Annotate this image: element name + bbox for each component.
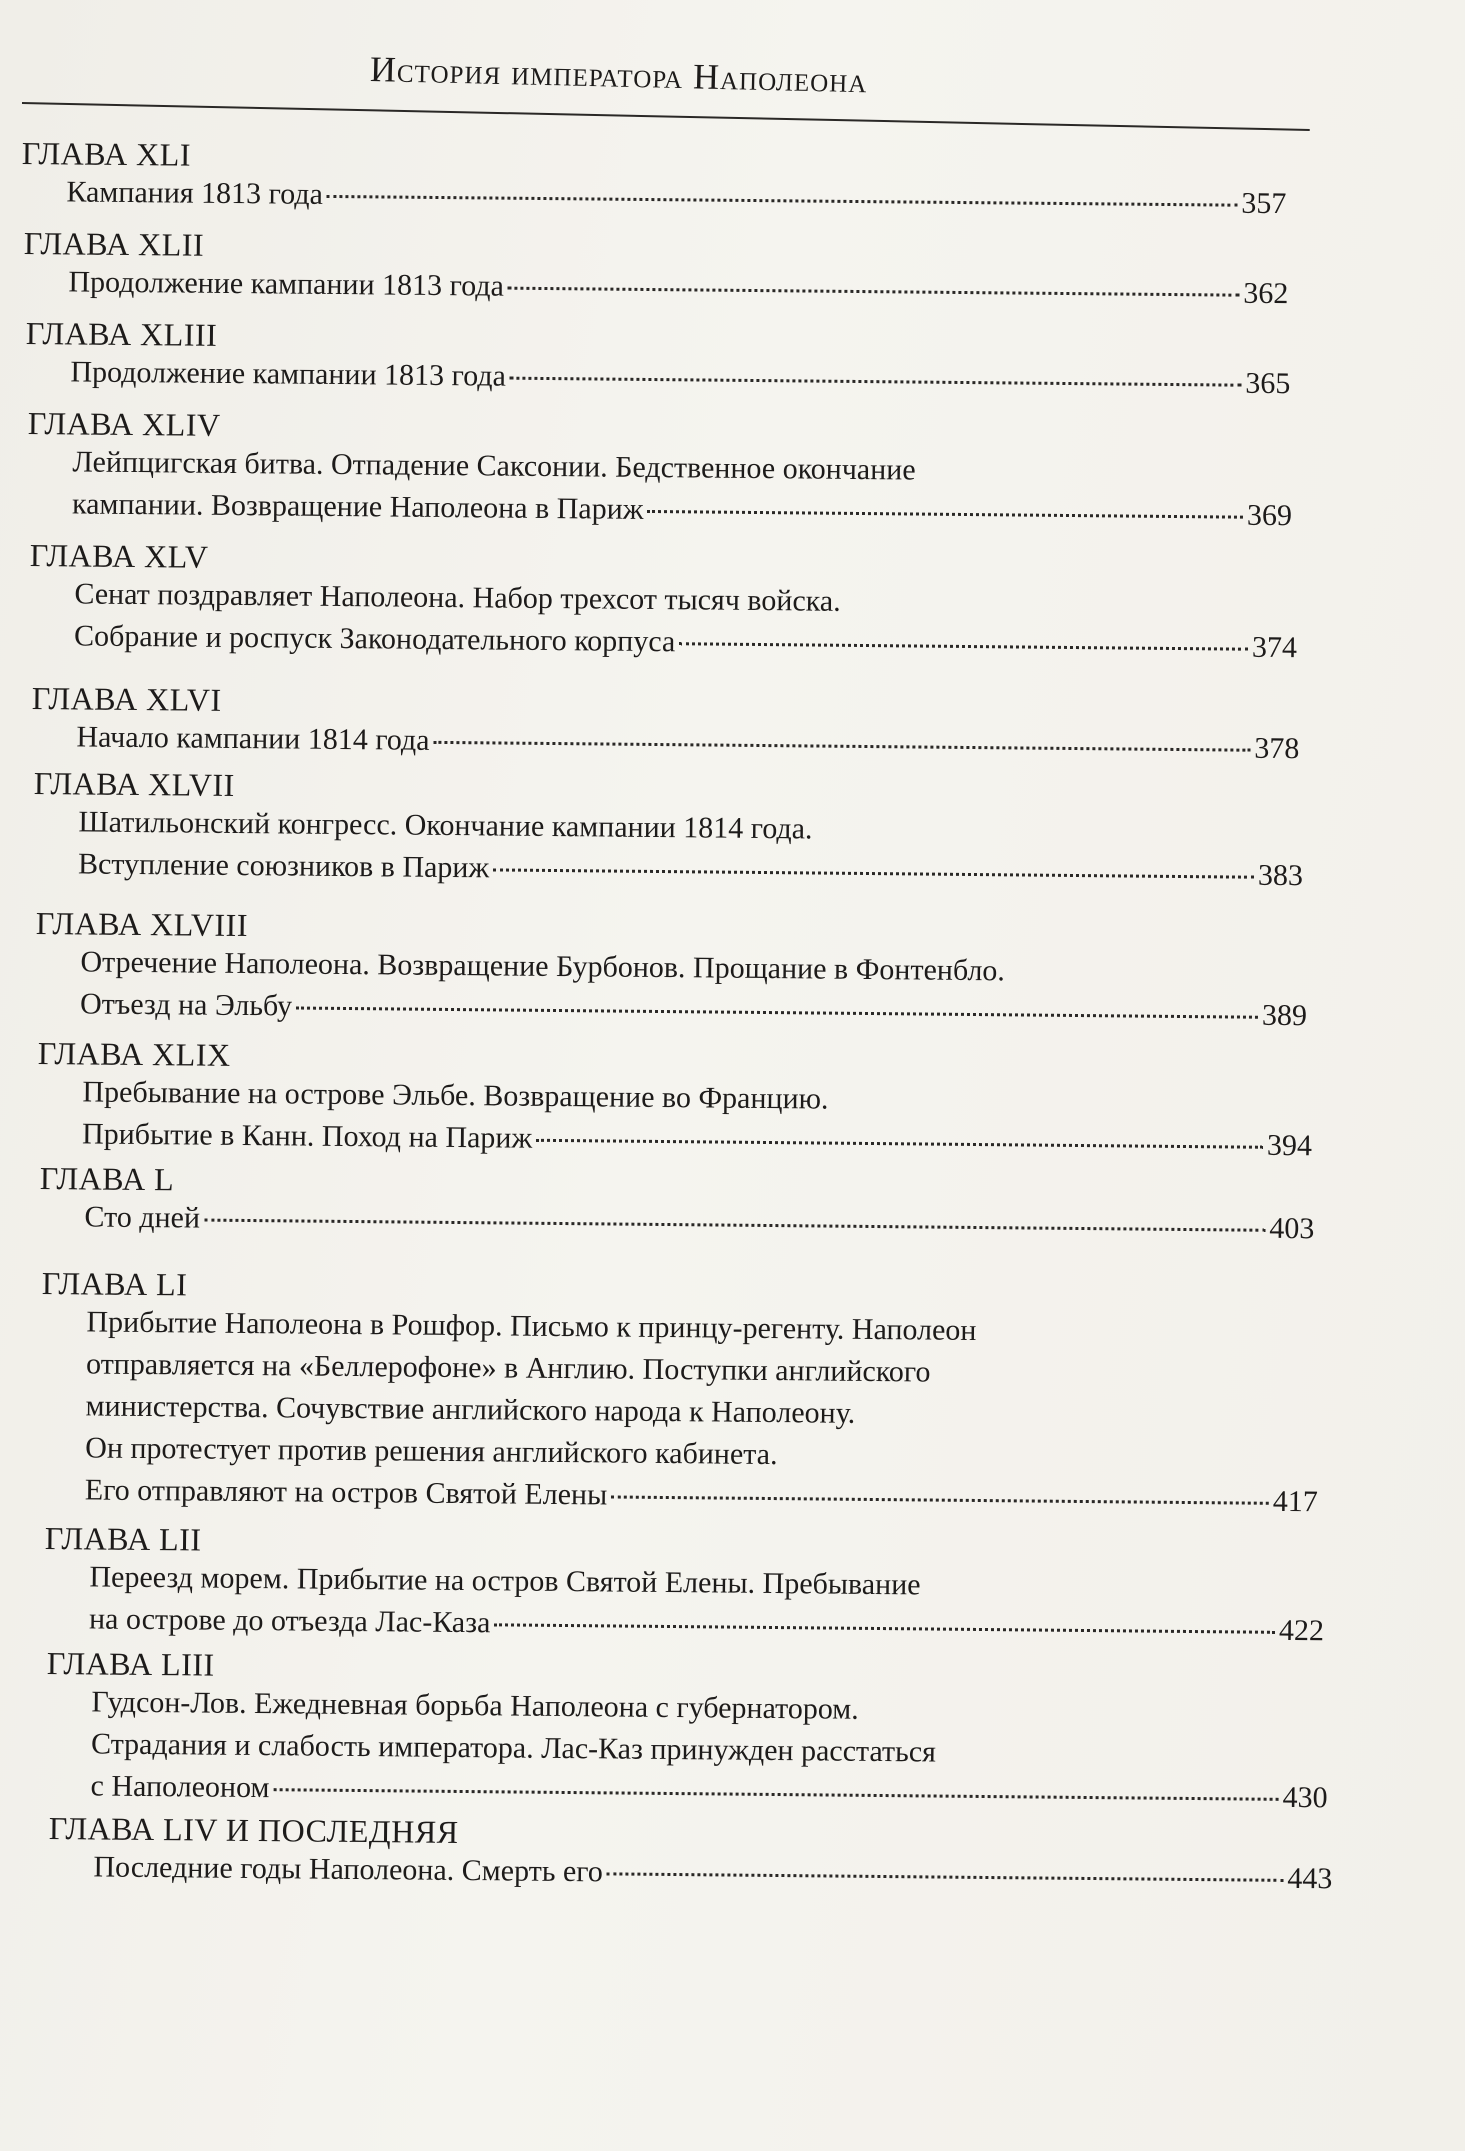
dot-leader xyxy=(508,287,1240,297)
chapter-heading: ГЛАВА L xyxy=(39,1160,175,1198)
chapter-description-line: Пребывание на острове Эльбе. Возвращение во Францию. xyxy=(82,1075,829,1116)
page-number: 417 xyxy=(1272,1484,1318,1519)
toc-entry xyxy=(37,1035,1313,1167)
chapter-description-text: Сто дней xyxy=(84,1200,201,1235)
toc-entry xyxy=(39,1160,1315,1250)
dot-leader xyxy=(679,642,1248,650)
page-number: 374 xyxy=(1251,630,1298,665)
chapter-description-line: Переезд морем. Прибытие на остров Святой Елены. Пребывание xyxy=(89,1560,921,1602)
chapter-description-text: Начало кампании 1814 года xyxy=(76,720,430,757)
dot-leader xyxy=(493,868,1254,878)
page-number: 394 xyxy=(1266,1128,1313,1163)
chapter-description-text: Отъезд на Эльбу xyxy=(79,987,293,1023)
chapter-description-text: Вступление союзников в Париж xyxy=(77,847,490,885)
chapter-heading: ГЛАВА LIV И ПОСЛЕДНЯЯ xyxy=(48,1810,459,1850)
page-number: 403 xyxy=(1269,1211,1315,1246)
dot-leader xyxy=(611,1495,1269,1504)
page-number: 443 xyxy=(1287,1861,1333,1896)
chapter-description-line: Шатильонский конгресс. Окончание кампании 1814 года. xyxy=(78,805,813,846)
toc-entry xyxy=(35,905,1308,1037)
toc-entry xyxy=(27,405,1293,537)
chapter-heading: ГЛАВА LI xyxy=(41,1265,188,1303)
chapter-description-line: Сенат поздравляет Наполеона. Набор трехсот тысяч войска. xyxy=(74,577,841,618)
toc-entry xyxy=(44,1520,1325,1652)
chapter-heading: ГЛАВА XLII xyxy=(23,225,205,263)
dot-leader xyxy=(647,510,1243,519)
dot-leader xyxy=(296,1007,1258,1019)
chapter-description-text: Его отправляют на остров Святой Елены xyxy=(84,1473,608,1512)
chapter-description-text: кампании. Возвращение Наполеона в Париж xyxy=(71,487,644,526)
dot-leader xyxy=(273,1788,1278,1801)
page-number: 369 xyxy=(1246,498,1293,533)
dot-leader xyxy=(494,1623,1275,1633)
page-number: 357 xyxy=(1241,186,1287,221)
chapter-heading: ГЛАВА LII xyxy=(44,1520,202,1558)
chapter-heading: ГЛАВА LIII xyxy=(46,1645,215,1683)
dot-leader xyxy=(204,1219,1265,1232)
toc-entry xyxy=(23,225,1289,315)
chapter-description-text: Прибытие в Канн. Поход на Париж xyxy=(81,1117,533,1155)
toc-entry xyxy=(48,1810,1333,1900)
toc-entry xyxy=(45,1645,1328,1819)
toc-entry xyxy=(31,680,1300,770)
chapter-description-text: Собрание и роспуск Законодательного корпуса xyxy=(73,619,676,659)
toc-entry xyxy=(29,537,1298,669)
page-number: 378 xyxy=(1254,731,1300,766)
chapter-description-text: с Наполеоном xyxy=(90,1769,270,1805)
toc-entry xyxy=(25,315,1291,405)
chapter-description-line: Прибытие Наполеона в Рошфор. Письмо к принцу-регенту. Наполеон xyxy=(86,1305,977,1347)
dot-leader xyxy=(536,1139,1263,1149)
dot-leader xyxy=(510,377,1242,387)
dot-leader xyxy=(327,195,1238,207)
page-number: 383 xyxy=(1257,858,1304,893)
chapter-description-line: Лейпцигская битва. Отпадение Саксонии. Бедственное окончание xyxy=(72,445,916,487)
toc-entry xyxy=(21,135,1287,225)
chapter-description-line: Он протестует против решения английского кабинета. xyxy=(85,1431,778,1472)
chapter-description-line: министерства. Сочувствие английского народа к Наполеону. xyxy=(85,1389,856,1430)
chapter-description-line: Отречение Наполеона. Возвращение Бурбонов. Прощание в Фонтенбло. xyxy=(80,945,1006,988)
chapter-description-text: Продолжение кампании 1813 года xyxy=(70,355,507,393)
dot-leader xyxy=(607,1872,1284,1881)
chapter-description-text: Продолжение кампании 1813 года xyxy=(68,265,505,303)
chapter-heading: ГЛАВА XLVI xyxy=(31,680,222,718)
chapter-heading: ГЛАВА XLV xyxy=(29,537,209,575)
chapter-heading: ГЛАВА XLVIII xyxy=(35,905,249,944)
chapter-heading: ГЛАВА XLIX xyxy=(37,1035,231,1073)
toc-entry xyxy=(33,765,1304,897)
chapter-description-text: на острове до отъезда Лас-Каза xyxy=(88,1602,491,1640)
chapter-heading: ГЛАВА XLVII xyxy=(33,765,235,803)
chapter-heading: ГЛАВА XLIII xyxy=(25,315,218,353)
page-number: 430 xyxy=(1282,1780,1328,1815)
chapter-description-line: отправляется на «Беллерофоне» в Англию. Поступки английского xyxy=(85,1347,931,1389)
page-number: 389 xyxy=(1261,998,1308,1033)
chapter-description-line: Гудсон-Лов. Ежедневная борьба Наполеона с губернатором. xyxy=(91,1685,859,1726)
chapter-description-text: Кампания 1813 года xyxy=(66,175,324,211)
chapter-description-text: Последние годы Наполеона. Смерть его xyxy=(93,1850,603,1889)
chapter-heading: ГЛАВА XLI xyxy=(21,135,192,173)
toc-entry xyxy=(40,1265,1320,1523)
page-number: 365 xyxy=(1245,366,1291,401)
chapter-description-line: Страдания и слабость императора. Лас-Каз принужден расстаться xyxy=(90,1727,937,1769)
chapter-heading: ГЛАВА XLIV xyxy=(27,405,221,443)
dot-leader xyxy=(434,741,1251,752)
page-number: 362 xyxy=(1243,276,1289,311)
page-number: 422 xyxy=(1278,1613,1325,1648)
running-title: История императора Наполеона xyxy=(369,49,868,101)
